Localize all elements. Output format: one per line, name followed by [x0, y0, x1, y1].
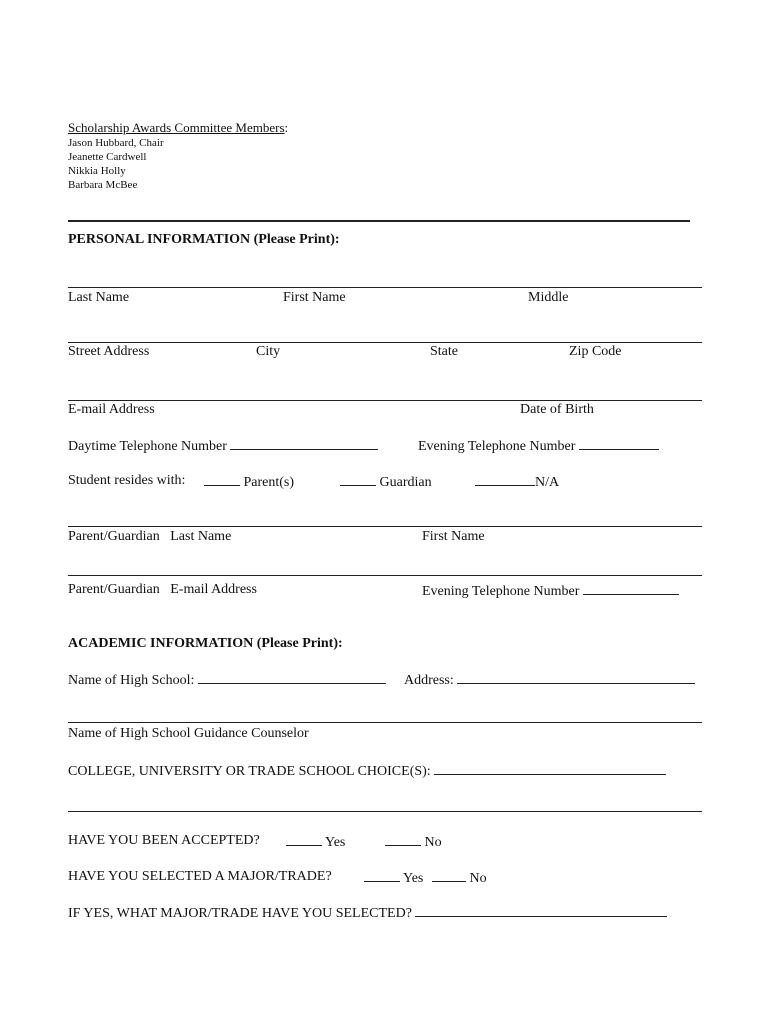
daytime-phone-field [68, 437, 378, 455]
high-school-field [68, 671, 386, 689]
school-address-field [404, 671, 695, 689]
evening-phone-field [418, 437, 659, 455]
college-choice-line[interactable] [68, 811, 702, 812]
address-line[interactable] [68, 342, 702, 343]
daytime-phone-blank[interactable] [230, 437, 378, 450]
daytime-phone-label: Daytime Telephone Number [68, 439, 227, 454]
email-label: E-mail Address [68, 402, 155, 417]
accepted-yes-blank[interactable] [286, 833, 322, 846]
pg-evening-phone-label: Evening Telephone Number [422, 584, 580, 599]
last-name-label: Last Name [68, 290, 130, 305]
committee-member: Barbara McBee [68, 179, 138, 191]
guardian-blank[interactable] [340, 473, 376, 486]
evening-phone-blank[interactable] [579, 437, 659, 450]
pg-evening-phone-field [422, 582, 679, 600]
parent-email-line[interactable] [68, 575, 702, 576]
accepted-no-option [385, 833, 442, 851]
major-selected-label: HAVE YOU SELECTED A MAJOR/TRADE? [68, 869, 332, 884]
dob-label: Date of Birth [520, 402, 594, 417]
high-school-blank[interactable] [198, 671, 386, 684]
accepted-label: HAVE YOU BEEN ACCEPTED? [68, 833, 260, 848]
which-major-field [68, 904, 667, 922]
major-yes-option [364, 869, 423, 887]
accepted-yes-option [286, 833, 345, 851]
evening-phone-label: Evening Telephone Number [418, 439, 576, 454]
which-major-blank[interactable] [415, 904, 667, 917]
name-line[interactable] [68, 287, 702, 288]
pg-first-name-label: First Name [422, 529, 485, 544]
major-no-blank[interactable] [432, 869, 466, 882]
zip-code-label: Zip Code [569, 344, 622, 359]
section-divider [68, 220, 690, 222]
college-choice-field [68, 762, 666, 780]
counselor-label: Name of High School Guidance Counselor [68, 726, 309, 741]
committee-heading-colon: : [284, 120, 289, 135]
accepted-no-label: No [424, 835, 442, 850]
committee-member: Jason Hubbard, Chair [68, 137, 164, 149]
city-label: City [256, 344, 281, 359]
accepted-yes-label: Yes [324, 835, 346, 850]
school-address-blank[interactable] [457, 671, 695, 684]
committee-member: Jeanette Cardwell [68, 151, 147, 163]
pg-last-name-label: Parent/Guardian Last Name [68, 529, 232, 544]
na-label: N/A [535, 475, 560, 490]
college-choice-label: COLLEGE, UNIVERSITY OR TRADE SCHOOL CHOICE(S): [68, 764, 431, 779]
parent-name-line[interactable] [68, 526, 702, 527]
major-yes-label: Yes [402, 871, 424, 886]
street-address-label: Street Address [68, 344, 150, 359]
resides-with-label: Student resides with: [68, 473, 186, 488]
parents-option [204, 473, 294, 491]
committee-block [68, 120, 288, 192]
pg-email-label: Parent/Guardian E-mail Address [68, 582, 257, 597]
major-yes-blank[interactable] [364, 869, 400, 882]
middle-label: Middle [528, 290, 569, 305]
pg-evening-phone-blank[interactable] [583, 582, 679, 595]
committee-heading [68, 120, 288, 136]
personal-info-heading: PERSONAL INFORMATION (Please Print): [68, 232, 340, 247]
first-name-label: First Name [283, 290, 346, 305]
major-no-option [432, 869, 487, 887]
school-address-label: Address: [404, 673, 454, 688]
high-school-label: Name of High School: [68, 673, 195, 688]
academic-info-heading: ACADEMIC INFORMATION (Please Print): [68, 636, 343, 651]
na-blank[interactable] [475, 473, 535, 486]
accepted-no-blank[interactable] [385, 833, 421, 846]
which-major-label: IF YES, WHAT MAJOR/TRADE HAVE YOU SELECTED? [68, 906, 412, 921]
guardian-label: Guardian [379, 475, 432, 490]
committee-member: Nikkia Holly [68, 165, 126, 177]
committee-heading-text: Scholarship Awards Committee Members [68, 120, 285, 135]
na-option [475, 473, 559, 491]
college-choice-blank[interactable] [434, 762, 666, 775]
state-label: State [430, 344, 458, 359]
guardian-option [340, 473, 432, 491]
counselor-line[interactable] [68, 722, 702, 723]
email-dob-line[interactable] [68, 400, 702, 401]
major-no-label: No [469, 871, 487, 886]
parents-label: Parent(s) [243, 475, 295, 490]
parents-blank[interactable] [204, 473, 240, 486]
